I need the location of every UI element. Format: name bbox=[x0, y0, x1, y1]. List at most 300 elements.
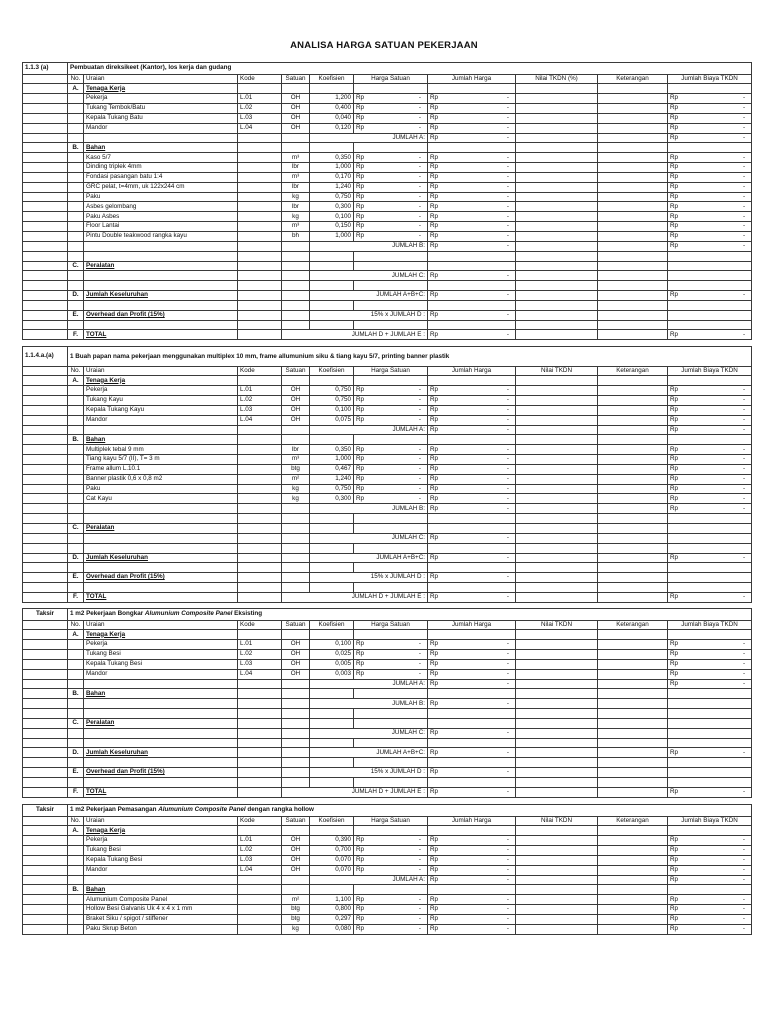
tkdn-cost bbox=[668, 455, 752, 465]
spacer-row bbox=[23, 758, 752, 768]
currency-label: Rp bbox=[430, 905, 439, 913]
empty-cell bbox=[23, 320, 68, 330]
dash-value: - bbox=[506, 905, 509, 913]
tkdn-cost bbox=[668, 232, 752, 242]
item-name: Paku bbox=[84, 484, 238, 494]
item-name: Kepala Tukang Kayu bbox=[84, 405, 238, 415]
item-name: Cat Kayu bbox=[84, 494, 238, 504]
empty-cell bbox=[310, 300, 354, 310]
group-row bbox=[23, 84, 752, 94]
currency-label: Rp bbox=[670, 94, 679, 102]
item-unit: OH bbox=[282, 640, 310, 650]
empty-cell bbox=[428, 543, 516, 553]
item-name: Pekerja bbox=[84, 640, 238, 650]
item-unit: m³ bbox=[282, 172, 310, 182]
item-code: L.03 bbox=[238, 855, 282, 865]
summary-value bbox=[428, 310, 516, 320]
empty-cell bbox=[84, 271, 238, 281]
currency-label: Rp bbox=[430, 232, 439, 240]
dash-value: - bbox=[506, 445, 509, 453]
empty-cell bbox=[68, 836, 84, 846]
empty-cell bbox=[354, 885, 428, 895]
empty-cell bbox=[23, 330, 68, 340]
currency-label: Rp bbox=[430, 311, 439, 319]
empty-cell bbox=[516, 846, 598, 856]
column-header: Uraian bbox=[84, 816, 238, 826]
currency-label: Rp bbox=[430, 415, 439, 423]
empty-cell bbox=[516, 396, 598, 406]
empty-cell bbox=[23, 738, 68, 748]
currency-label: Rp bbox=[670, 425, 679, 433]
total-price bbox=[428, 914, 516, 924]
empty-cell bbox=[668, 271, 752, 281]
table-row bbox=[23, 640, 752, 650]
column-header: Jumlah Biaya TKDN bbox=[668, 620, 752, 630]
empty-cell bbox=[23, 718, 68, 728]
empty-cell bbox=[516, 84, 598, 94]
empty-cell bbox=[598, 281, 668, 291]
empty-cell bbox=[668, 738, 752, 748]
dash-value: - bbox=[506, 679, 509, 687]
currency-label: Rp bbox=[356, 202, 365, 210]
item-coefficient: 0,100 bbox=[310, 640, 354, 650]
item-code: L.03 bbox=[238, 405, 282, 415]
group-letter: F. bbox=[68, 330, 84, 340]
dash-value: - bbox=[506, 484, 509, 492]
dash-value: - bbox=[742, 242, 746, 250]
group-letter: B. bbox=[68, 435, 84, 445]
empty-cell bbox=[598, 261, 668, 271]
empty-cell bbox=[238, 271, 282, 281]
tkdn-cost bbox=[668, 212, 752, 222]
unit-price bbox=[354, 212, 428, 222]
column-header: Satuan bbox=[282, 816, 310, 826]
empty-cell bbox=[68, 396, 84, 406]
empty-cell bbox=[238, 563, 282, 573]
empty-cell bbox=[598, 543, 668, 553]
empty-cell bbox=[84, 320, 238, 330]
tkdn-subtotal bbox=[668, 679, 752, 689]
empty-cell bbox=[668, 533, 752, 543]
description-text: Pembuatan direksikeet (Kantor), los kerja dan gudang bbox=[70, 64, 232, 72]
empty-cell bbox=[516, 291, 598, 301]
total-row bbox=[23, 787, 752, 797]
currency-label: Rp bbox=[670, 553, 679, 561]
item-name: Paku Asbes bbox=[84, 212, 238, 222]
dash-value: - bbox=[418, 415, 421, 423]
summary-formula: JUMLAH A+B+C: bbox=[310, 748, 428, 758]
currency-label: Rp bbox=[670, 114, 679, 122]
empty-cell bbox=[516, 514, 598, 524]
summary-value bbox=[428, 768, 516, 778]
empty-cell bbox=[23, 728, 68, 738]
empty-cell bbox=[516, 778, 598, 788]
summary-label: Jumlah Keseluruhan bbox=[84, 291, 238, 301]
item-name: Tiang kayu 5/7 (II), T= 3 m bbox=[84, 455, 238, 465]
empty-cell bbox=[668, 543, 752, 553]
empty-cell bbox=[84, 709, 238, 719]
dash-value: - bbox=[506, 192, 509, 200]
subtotal-label: JUMLAH C: bbox=[310, 533, 428, 543]
column-header: No. bbox=[68, 620, 84, 630]
total-price bbox=[428, 386, 516, 396]
empty-cell bbox=[23, 709, 68, 719]
tkdn-cost bbox=[668, 640, 752, 650]
column-header: Uraian bbox=[84, 620, 238, 630]
currency-label: Rp bbox=[430, 729, 439, 737]
empty-cell bbox=[23, 84, 68, 94]
summary-value bbox=[428, 573, 516, 583]
empty-cell bbox=[598, 320, 668, 330]
table-row bbox=[23, 855, 752, 865]
empty-cell bbox=[68, 895, 84, 905]
empty-cell bbox=[84, 699, 238, 709]
subtotal-row bbox=[23, 679, 752, 689]
empty-cell bbox=[282, 679, 310, 689]
currency-label: Rp bbox=[670, 455, 679, 463]
currency-label: Rp bbox=[430, 114, 439, 122]
currency-label: Rp bbox=[356, 163, 365, 171]
total-price bbox=[428, 202, 516, 212]
item-code bbox=[238, 445, 282, 455]
empty-cell bbox=[598, 291, 668, 301]
total-price bbox=[428, 405, 516, 415]
currency-label: Rp bbox=[670, 173, 679, 181]
currency-label: Rp bbox=[670, 865, 679, 873]
table-row bbox=[23, 104, 752, 114]
empty-cell bbox=[668, 583, 752, 593]
currency-label: Rp bbox=[670, 163, 679, 171]
section-header-row bbox=[23, 63, 752, 75]
empty-cell bbox=[23, 875, 68, 885]
empty-cell bbox=[598, 679, 668, 689]
group-label: Peralatan bbox=[84, 524, 238, 534]
total-price bbox=[428, 464, 516, 474]
dash-value: - bbox=[418, 445, 421, 453]
item-code bbox=[238, 232, 282, 242]
empty-cell bbox=[516, 709, 598, 719]
empty-cell bbox=[68, 846, 84, 856]
empty-cell bbox=[68, 182, 84, 192]
item-unit: OH bbox=[282, 669, 310, 679]
total-price bbox=[428, 222, 516, 232]
dash-value: - bbox=[742, 905, 746, 913]
table-row bbox=[23, 905, 752, 915]
tkdn-subtotal bbox=[668, 875, 752, 885]
empty-cell bbox=[68, 222, 84, 232]
dash-value: - bbox=[506, 669, 509, 677]
description-text: 1 m2 Pekerjaan Bongkar bbox=[70, 610, 145, 618]
currency-label: Rp bbox=[356, 856, 365, 864]
empty-cell bbox=[238, 758, 282, 768]
item-code: L.04 bbox=[238, 669, 282, 679]
empty-cell bbox=[68, 543, 84, 553]
description-text: Alumunium Composite Panel bbox=[158, 806, 246, 814]
empty-cell bbox=[668, 699, 752, 709]
currency-label: Rp bbox=[670, 396, 679, 404]
empty-cell bbox=[598, 748, 668, 758]
empty-cell bbox=[516, 895, 598, 905]
currency-label: Rp bbox=[430, 660, 439, 668]
empty-cell bbox=[282, 300, 310, 310]
table-row bbox=[23, 405, 752, 415]
empty-cell bbox=[428, 376, 516, 386]
dash-value: - bbox=[418, 222, 421, 230]
column-header: Koefisien bbox=[310, 816, 354, 826]
empty-cell bbox=[68, 709, 84, 719]
empty-cell bbox=[23, 583, 68, 593]
empty-cell bbox=[68, 281, 84, 291]
empty-cell bbox=[282, 630, 310, 640]
dash-value: - bbox=[418, 396, 421, 404]
column-header: Kode bbox=[238, 366, 282, 376]
empty-cell bbox=[428, 885, 516, 895]
empty-cell bbox=[598, 914, 668, 924]
empty-cell bbox=[68, 212, 84, 222]
empty-cell bbox=[598, 630, 668, 640]
empty-cell bbox=[282, 524, 310, 534]
item-unit: btg bbox=[282, 905, 310, 915]
empty-cell bbox=[354, 300, 428, 310]
item-unit: kg bbox=[282, 192, 310, 202]
empty-cell bbox=[516, 494, 598, 504]
empty-cell bbox=[428, 261, 516, 271]
total-price bbox=[428, 163, 516, 173]
empty-cell bbox=[516, 924, 598, 934]
tkdn-cost bbox=[668, 924, 752, 934]
empty-cell bbox=[238, 320, 282, 330]
empty-cell bbox=[598, 435, 668, 445]
currency-label: Rp bbox=[430, 875, 439, 883]
empty-cell bbox=[68, 514, 84, 524]
item-coefficient: 0,300 bbox=[310, 494, 354, 504]
dash-value: - bbox=[506, 573, 509, 581]
item-name: Tukang Tembok/Batu bbox=[84, 104, 238, 114]
currency-label: Rp bbox=[430, 445, 439, 453]
item-name: Frame allum L.10.1 bbox=[84, 464, 238, 474]
unit-price bbox=[354, 865, 428, 875]
empty-cell bbox=[598, 376, 668, 386]
empty-cell bbox=[354, 281, 428, 291]
table-row bbox=[23, 474, 752, 484]
dash-value: - bbox=[742, 875, 746, 883]
empty-cell bbox=[516, 123, 598, 133]
table-row bbox=[23, 484, 752, 494]
currency-label: Rp bbox=[430, 242, 439, 250]
empty-cell bbox=[516, 787, 598, 797]
group-label: Peralatan bbox=[84, 261, 238, 271]
currency-label: Rp bbox=[670, 465, 679, 473]
empty-cell bbox=[598, 836, 668, 846]
empty-cell bbox=[310, 758, 354, 768]
table-row bbox=[23, 650, 752, 660]
currency-label: Rp bbox=[430, 183, 439, 191]
group-label: Bahan bbox=[84, 885, 238, 895]
empty-cell bbox=[516, 425, 598, 435]
empty-cell bbox=[354, 320, 428, 330]
empty-cell bbox=[668, 728, 752, 738]
dash-value: - bbox=[418, 484, 421, 492]
empty-cell bbox=[516, 826, 598, 836]
table-row bbox=[23, 386, 752, 396]
dash-value: - bbox=[506, 183, 509, 191]
empty-cell bbox=[282, 748, 310, 758]
item-code: L.01 bbox=[238, 386, 282, 396]
empty-cell bbox=[310, 885, 354, 895]
empty-cell bbox=[598, 669, 668, 679]
dash-value: - bbox=[506, 748, 509, 756]
dash-value: - bbox=[506, 650, 509, 658]
empty-cell bbox=[282, 778, 310, 788]
table-row bbox=[23, 895, 752, 905]
item-coefficient: 0,005 bbox=[310, 659, 354, 669]
empty-cell bbox=[68, 415, 84, 425]
group-row bbox=[23, 261, 752, 271]
item-name: Banner plastik 0,6 x 0,8 m2 bbox=[84, 474, 238, 484]
empty-cell bbox=[598, 855, 668, 865]
empty-cell bbox=[516, 573, 598, 583]
empty-cell bbox=[68, 865, 84, 875]
currency-label: Rp bbox=[670, 593, 679, 601]
empty-cell bbox=[598, 592, 668, 602]
dash-value: - bbox=[506, 232, 509, 240]
empty-cell bbox=[282, 826, 310, 836]
summary-value bbox=[428, 330, 516, 340]
empty-cell bbox=[84, 241, 238, 251]
empty-cell bbox=[68, 583, 84, 593]
summary-label: TOTAL bbox=[84, 787, 238, 797]
empty-cell bbox=[668, 281, 752, 291]
empty-cell bbox=[310, 320, 354, 330]
empty-cell bbox=[668, 768, 752, 778]
item-code bbox=[238, 464, 282, 474]
empty-cell bbox=[516, 251, 598, 261]
empty-cell bbox=[23, 630, 68, 640]
item-coefficient: 0,120 bbox=[310, 123, 354, 133]
empty-cell bbox=[516, 281, 598, 291]
total-price bbox=[428, 836, 516, 846]
empty-cell bbox=[282, 251, 310, 261]
spacer-row bbox=[23, 300, 752, 310]
empty-cell bbox=[516, 748, 598, 758]
tkdn-cost bbox=[668, 905, 752, 915]
column-header: No. bbox=[68, 366, 84, 376]
empty-cell bbox=[282, 271, 310, 281]
empty-cell bbox=[84, 504, 238, 514]
empty-cell bbox=[516, 113, 598, 123]
tkdn-cost bbox=[668, 659, 752, 669]
item-name: Floor Lantai bbox=[84, 222, 238, 232]
empty-cell bbox=[238, 291, 282, 301]
dash-value: - bbox=[506, 212, 509, 220]
empty-cell bbox=[238, 533, 282, 543]
item-unit: bh bbox=[282, 232, 310, 242]
empty-cell bbox=[68, 533, 84, 543]
empty-cell bbox=[516, 659, 598, 669]
item-code: L.04 bbox=[238, 123, 282, 133]
empty-cell bbox=[516, 182, 598, 192]
empty-cell bbox=[516, 310, 598, 320]
empty-cell bbox=[598, 271, 668, 281]
empty-cell bbox=[516, 914, 598, 924]
empty-cell bbox=[238, 738, 282, 748]
empty-cell bbox=[598, 405, 668, 415]
currency-label: Rp bbox=[670, 748, 679, 756]
description-text: Alumunium Composite Panel bbox=[144, 610, 233, 618]
item-coefficient: 0,025 bbox=[310, 650, 354, 660]
tkdn-summary bbox=[668, 291, 752, 301]
empty-cell bbox=[516, 669, 598, 679]
empty-cell bbox=[598, 563, 668, 573]
subtotal-row bbox=[23, 271, 752, 281]
dash-value: - bbox=[742, 679, 746, 687]
group-letter: A. bbox=[68, 84, 84, 94]
group-label: Bahan bbox=[84, 143, 238, 153]
dash-value: - bbox=[742, 925, 746, 933]
subtotal-value bbox=[428, 875, 516, 885]
currency-label: Rp bbox=[670, 232, 679, 240]
empty-cell bbox=[68, 563, 84, 573]
empty-cell bbox=[238, 583, 282, 593]
empty-cell bbox=[68, 905, 84, 915]
empty-cell bbox=[516, 885, 598, 895]
unit-price bbox=[354, 855, 428, 865]
table-row bbox=[23, 415, 752, 425]
unit-price bbox=[354, 123, 428, 133]
empty-cell bbox=[84, 583, 238, 593]
currency-label: Rp bbox=[356, 905, 365, 913]
currency-label: Rp bbox=[670, 660, 679, 668]
item-unit: kg bbox=[282, 484, 310, 494]
empty-cell bbox=[428, 435, 516, 445]
empty-cell bbox=[68, 202, 84, 212]
tkdn-cost bbox=[668, 914, 752, 924]
group-letter: B. bbox=[68, 885, 84, 895]
empty-cell bbox=[68, 464, 84, 474]
empty-cell bbox=[23, 153, 68, 163]
empty-cell bbox=[23, 163, 68, 173]
group-letter: C. bbox=[68, 718, 84, 728]
empty-cell bbox=[598, 659, 668, 669]
empty-cell bbox=[428, 300, 516, 310]
dash-value: - bbox=[506, 660, 509, 668]
empty-cell bbox=[310, 435, 354, 445]
empty-cell bbox=[84, 778, 238, 788]
currency-label: Rp bbox=[430, 856, 439, 864]
empty-cell bbox=[282, 310, 310, 320]
dash-value: - bbox=[506, 242, 509, 250]
item-coefficient: 0,400 bbox=[310, 104, 354, 114]
empty-cell bbox=[23, 435, 68, 445]
empty-cell bbox=[598, 728, 668, 738]
empty-cell bbox=[516, 905, 598, 915]
currency-label: Rp bbox=[356, 212, 365, 220]
section-header-row bbox=[23, 805, 752, 817]
spacer-row bbox=[23, 583, 752, 593]
dash-value: - bbox=[742, 475, 746, 483]
empty-cell bbox=[23, 787, 68, 797]
table-row bbox=[23, 445, 752, 455]
currency-label: Rp bbox=[430, 573, 439, 581]
item-unit: OH bbox=[282, 415, 310, 425]
currency-label: Rp bbox=[670, 212, 679, 220]
currency-label: Rp bbox=[430, 291, 439, 299]
empty-cell bbox=[23, 524, 68, 534]
summary-value bbox=[428, 592, 516, 602]
currency-label: Rp bbox=[670, 915, 679, 923]
empty-cell bbox=[282, 425, 310, 435]
empty-cell bbox=[68, 241, 84, 251]
